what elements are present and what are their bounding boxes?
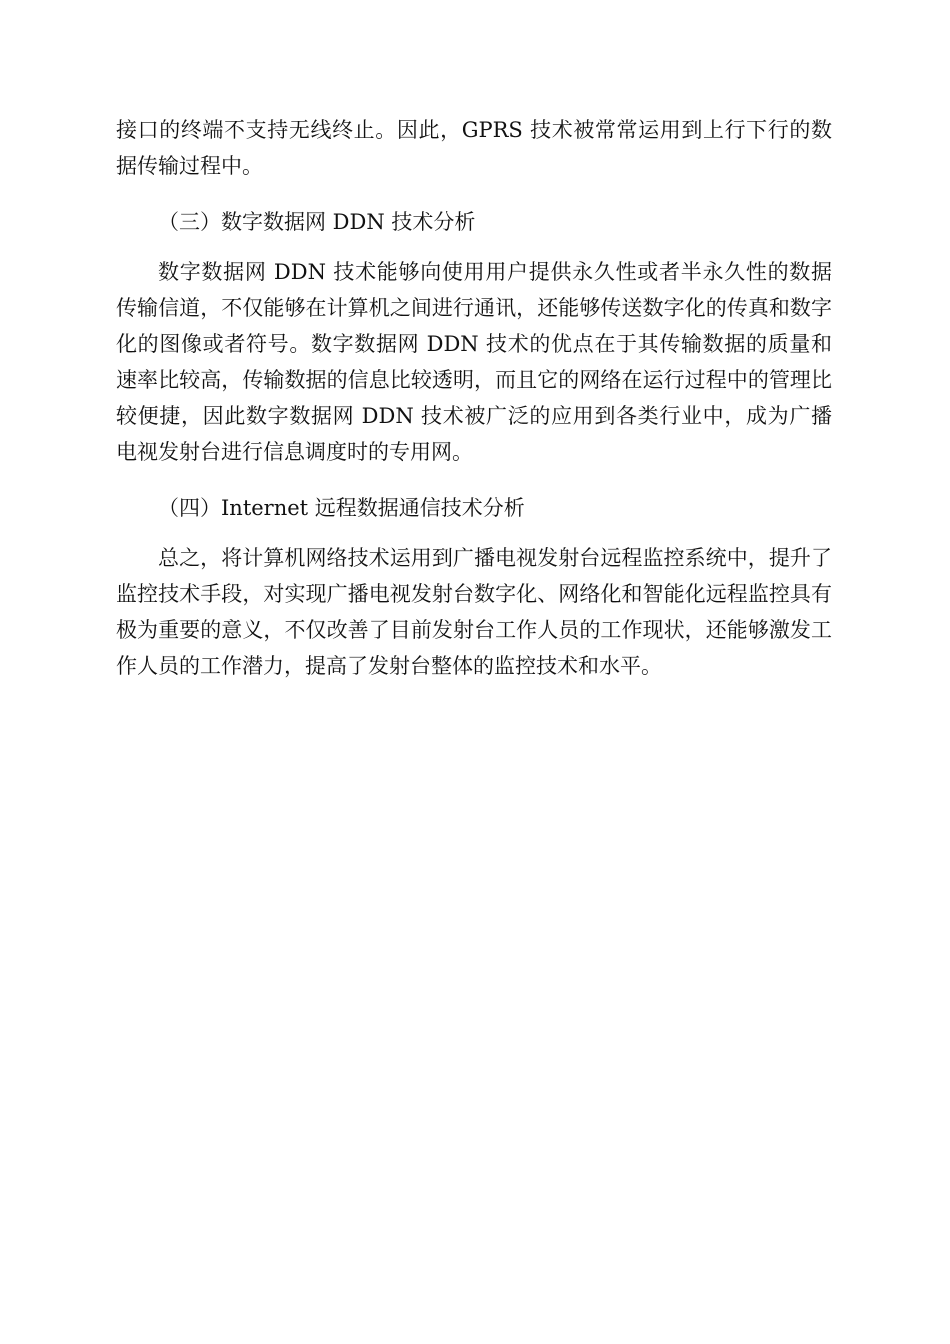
conclusion-paragraph: 总之，将计算机网络技术运用到广播电视发射台远程监控系统中，提升了监控技术手段，对实现广播电视发射台数字化、网络化和智能化远程监控具有极为重要的意义，不仅改善了目前发射台工作人员的工作现状，还能够激发工作人员的工作潜力，提高了发射台整体的监控技术和水平。 [116,546,832,678]
section-3-heading: （三）数字数据网 DDN 技术分析 [158,210,476,234]
section-3-paragraph: 数字数据网 DDN 技术能够向使用用户提供永久性或者半永久性的数据传输信道，不仅能够在计算机之间进行通讯，还能够传送数字化的传真和数字化的图像或者符号。数字数据网 DDN 技术的优点在于其传输数据的质量和速率比较高，传输数据的信息比较透明，而且它的网络在运行过程中的管理比较便捷，因此数字数据网 DDN 技术被广泛的应用到各类行业中，成为广播电视发射台进行信息调度时的专用网。 [116,260,832,464]
section-4-heading: （四）Internet 远程数据通信技术分析 [158,496,525,520]
document-body [116,112,832,684]
continuation-paragraph: 接口的终端不支持无线终止。因此，GPRS 技术被常常运用到上行下行的数据传输过程中。 [116,118,832,178]
